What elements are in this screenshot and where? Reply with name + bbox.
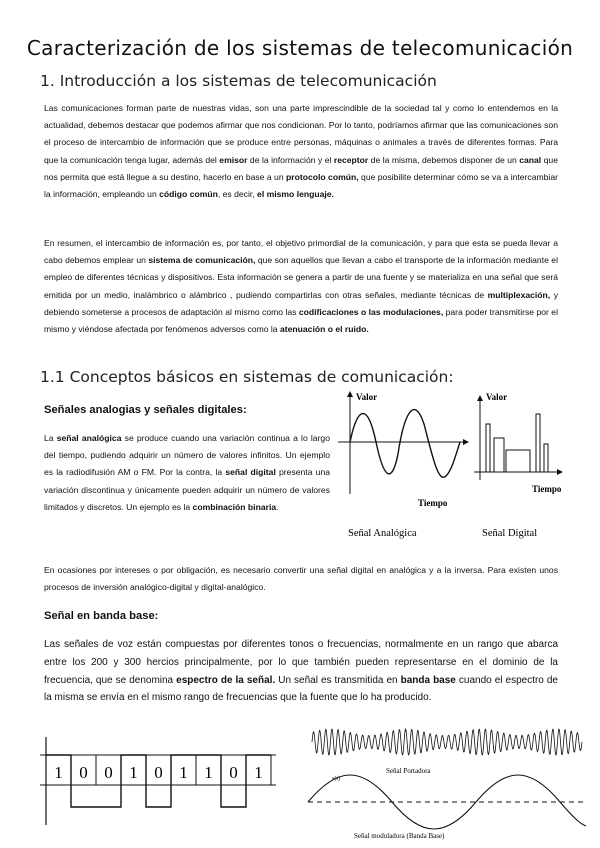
- text-run: En resumen, el intercambio de información es, por tanto, el objetivo primordial de la comunicación, y para que esta se pueda llevar a cabo debemos emplear un: [44, 238, 558, 266]
- text-run: .: [276, 501, 279, 512]
- binary-digit: 0: [79, 763, 88, 782]
- paragraph-banda-base: [44, 636, 558, 707]
- digital-y-label: Valor: [486, 392, 508, 402]
- carrier-caption: Señal Portadora: [386, 767, 431, 775]
- binary-digit: 1: [179, 763, 188, 782]
- binary-digit: 1: [129, 763, 138, 782]
- bold-term: sistema de comunicación,: [148, 255, 256, 266]
- digital-caption: Señal Digital: [482, 528, 538, 539]
- analog-x-label: Tiempo: [418, 498, 448, 508]
- text-run: que nos permita que está llegue a su destino, hacerlo en base a un: [44, 154, 558, 182]
- bold-term: señal analógica: [56, 433, 122, 443]
- bold-term: multiplexación,: [487, 289, 551, 300]
- text-run: , es decir,: [217, 189, 258, 200]
- digital-x-label: Tiempo: [532, 484, 562, 494]
- subheading-banda-base: Señal en banda base:: [44, 610, 159, 622]
- analog-digital-figure: [334, 384, 564, 544]
- section-heading-conceptos: 1.1 Conceptos básicos en sistemas de comunicación:: [40, 368, 454, 386]
- text-run: de la información y el: [247, 154, 334, 165]
- bold-term: código común: [159, 189, 218, 200]
- text-run: y debiendo someterse a procesos de adaptación al mismo como las: [44, 289, 558, 317]
- binary-digit: 0: [104, 763, 113, 782]
- modulating-caption: Señal moduladora (Banda Base): [354, 832, 445, 840]
- text-run: de la misma, debemos disponer de un: [368, 154, 520, 165]
- paragraph-conversion: [44, 562, 558, 596]
- bold-term: emisor: [219, 154, 248, 165]
- bold-term: canal: [519, 154, 542, 165]
- analog-caption: Señal Analógica: [348, 528, 417, 539]
- carrier-signal: [312, 729, 582, 755]
- bold-term: atenuación o el ruido.: [279, 324, 369, 335]
- text-run: En ocasiones por intereses o por obligación, es necesario convertir una señal digital en analógica y a la inversa. Para existen unos procesos de inversión analógico-digital y digital-analógico.: [44, 565, 558, 593]
- text-run: Las señales de voz están compuestas por diferentes tonos o frecuencias, normalmente en un rango que abarca entre los 200 y 300 hercios principalmente, por lo que también pueden representarse en el dominio de la frecuencia, que se denomina: [44, 639, 558, 686]
- subheading-analog-digital: Señales analogias y señales digitales:: [44, 404, 247, 416]
- modulation-figure: [302, 716, 592, 842]
- text-run: que posibilite determinar cómo se va a intercambiar la información, empleando un: [44, 171, 558, 200]
- analog-wave: [350, 410, 460, 478]
- bold-term: el mismo lenguaje.: [257, 189, 334, 200]
- binary-digit: 1: [54, 763, 63, 782]
- text-run: cuando el espectro de la misma se envía en el mismo rango de frecuencias que la fuente que lo ha producido.: [44, 674, 558, 704]
- text-run: que son aquellos que llevan a cabo el transporte de la información mediante el empleo de diferentes técnicas y dispositivos. Esta información se genera a partir de una fuente y se materializa en una señal que será emitida por un medio, inalámbrico o alámbrico , pudiendo compartirlas con otras señales, mediante técnicas de: [44, 255, 558, 300]
- page-title: Caracterización de los sistemas de telecomunicación: [26, 36, 574, 60]
- text-run: Las comunicaciones forman parte de nuestras vidas, son una parte imprescindible de la sociedad tal y como lo entendemos en la actualidad, debemos destacar que podemos afirmar que nos condicionan. Por lo tanto, podríamos afirmar que las comunicaciones son el proceso de intercambio de información que se produce entre personas, máquinas o animales a través de diferentes formas. Para que la comunicación tenga lugar, además del: [44, 103, 558, 165]
- text-run: para poder transmitirse por el mismo y viéndose afectada por fenómenos adversos como la: [44, 306, 558, 335]
- paragraph-intro-2: [44, 235, 558, 338]
- modulating-signal-label: s(t): [332, 776, 340, 782]
- carrier-wave: [312, 729, 582, 755]
- text-run: La: [44, 433, 57, 443]
- binary-cells: [54, 755, 271, 785]
- bold-term: banda base: [400, 674, 456, 686]
- bold-term: protocolo común,: [286, 171, 359, 182]
- paragraph-analog-digital: [44, 430, 330, 516]
- binary-signal-figure: [40, 733, 276, 829]
- bold-term: espectro de la señal.: [176, 674, 276, 686]
- paragraph-intro-1: [44, 100, 558, 203]
- text-run: presenta una variación discontinua y únicamente pueden adquirir un número de valores limitados y discretos. Un ejemplo es la: [44, 467, 330, 512]
- bold-term: receptor: [333, 154, 369, 165]
- text-run: se produce cuando una variación continua a lo largo del tiempo, pudiendo adquirir un número de valores infinitos. Un ejemplo es la radiodifusión AM o FM. Por la contra, la: [44, 433, 330, 478]
- bold-term: combinación binaria: [192, 501, 277, 512]
- bold-term: señal digital: [225, 467, 276, 478]
- analog-y-label: Valor: [356, 392, 378, 402]
- binary-digit: 0: [229, 763, 238, 782]
- bold-term: codificaciones o las modulaciones,: [298, 306, 444, 317]
- binary-digit: 1: [254, 763, 263, 782]
- digital-wave: [486, 414, 548, 472]
- binary-digit: 0: [154, 763, 163, 782]
- text-run: Un señal es transmitida en: [275, 674, 401, 686]
- section-heading-introduccion: 1. Introducción a los sistemas de telecomunicación: [40, 72, 437, 90]
- binary-digit: 1: [204, 763, 213, 782]
